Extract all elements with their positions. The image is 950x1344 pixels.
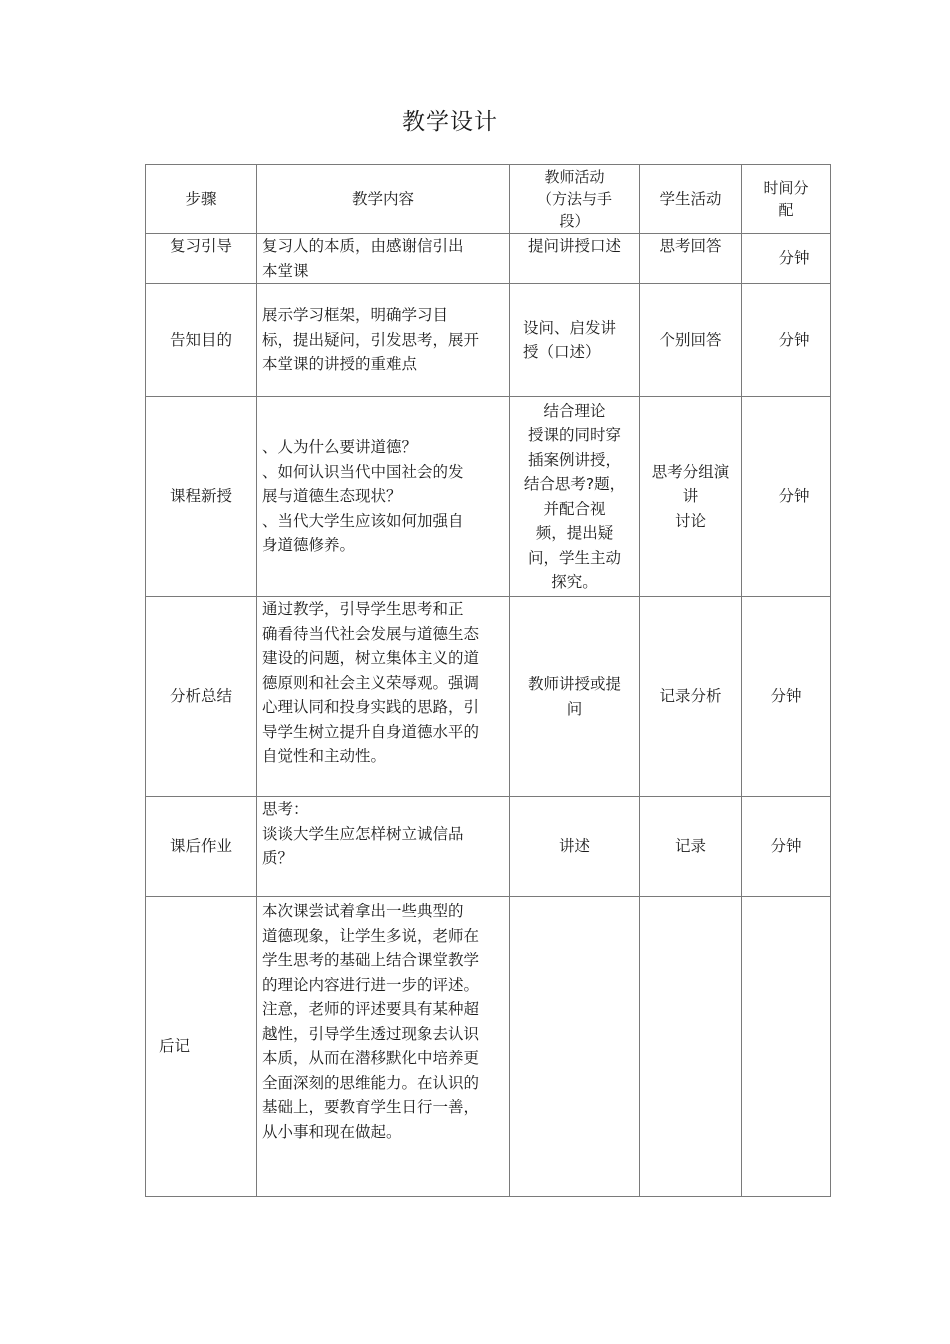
table-row-homework [146, 797, 831, 897]
row-student-activity: 个别回答 [640, 284, 742, 397]
row-content: 展示学习框架，明确学习目 标，提出疑问，引发思考，展开 本堂课的讲授的重难点 [257, 284, 510, 397]
table-row-objectives [146, 284, 831, 397]
row-time: 分钟 [742, 597, 831, 797]
row-student-activity: 记录 [640, 797, 742, 897]
row-content: 思考： 谈谈大学生应怎样树立诚信品 质？ [257, 797, 510, 897]
table-row-summary [146, 597, 831, 797]
row-content: 通过教学，引导学生思考和正 确看待当代社会发展与道德生态 建设的问题，树立集体主义的道 德原则和社会主义荣辱观。强调 心理认同和投身实践的思路，引 导学生树立提升自身道德水平的 自觉性和主动性。 [257, 597, 510, 797]
row-teacher-activity: 结合理论 授课的同时穿 插案例讲授， 结合思考?题， 并配合视 频，提出疑 问，学生主动 探究。 [510, 397, 640, 597]
row-step: 告知目的 [146, 284, 257, 397]
table-row-new-lesson [146, 397, 831, 597]
header-content: 教学内容 [257, 165, 510, 234]
header-step: 步骤 [146, 165, 257, 234]
row-content: 、人为什么要讲道德？ 、如何认识当代中国社会的发 展与道德生态现状？ 、当代大学生应该如何加强自 身道德修养。 [257, 397, 510, 597]
table-row-review [146, 234, 831, 284]
table-header-row [146, 165, 831, 234]
row-step: 分析总结 [146, 597, 257, 797]
row-time: 分钟 [742, 284, 831, 397]
row-student-activity: 思考回答 [640, 234, 742, 284]
row-step: 复习引导 [146, 234, 257, 284]
row-step: 课后作业 [146, 797, 257, 897]
row-content: 复习人的本质，由感谢信引出 本堂课 [257, 234, 510, 284]
row-teacher-activity: 提问讲授口述 [510, 234, 640, 284]
lesson-design-table [145, 164, 831, 1197]
row-time [742, 897, 831, 1197]
header-teacher-activity: 教师活动 （方法与手 段） [510, 165, 640, 234]
header-student-activity: 学生活动 [640, 165, 742, 234]
row-time: 分钟 [742, 234, 831, 284]
row-teacher-activity: 讲述 [510, 797, 640, 897]
row-student-activity: 记录分析 [640, 597, 742, 797]
page-title: 教学设计 [402, 109, 498, 135]
row-step: 后记 [146, 897, 257, 1197]
row-teacher-activity: 设问、启发讲 授（口述） [510, 284, 640, 397]
row-student-activity: 思考分组演 讲 讨论 [640, 397, 742, 597]
row-time: 分钟 [742, 397, 831, 597]
table-row-afterword [146, 897, 831, 1197]
row-content: 本次课尝试着拿出一些典型的 道德现象，让学生多说，老师在 学生思考的基础上结合课堂教学 的理论内容进行进一步的评述。 注意，老师的评述要具有某种超 越性，引导学生透过现象去认识 本质，从而在潜移默化中培养更 全面深刻的思维能力。在认识的 基础上，要教育学生日行一善， 从小事和现在做起。 [257, 897, 510, 1197]
row-student-activity [640, 897, 742, 1197]
row-teacher-activity: 教师讲授或提 问 [510, 597, 640, 797]
row-teacher-activity [510, 897, 640, 1197]
row-step: 课程新授 [146, 397, 257, 597]
header-time: 时间分 配 [742, 165, 831, 234]
row-time: 分钟 [742, 797, 831, 897]
